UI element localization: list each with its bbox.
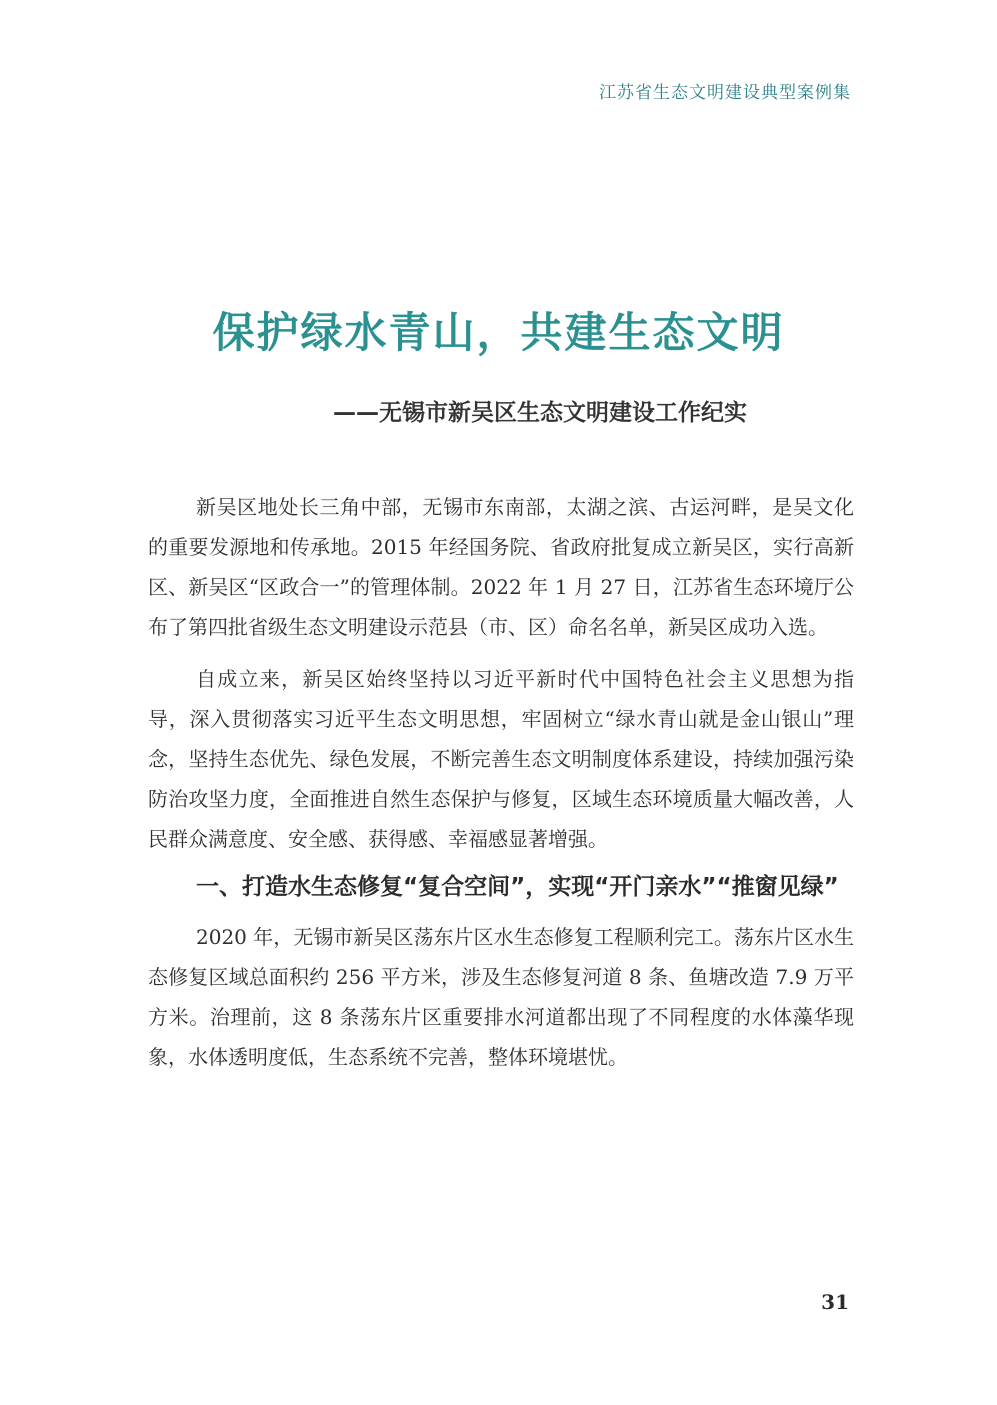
- article-title: 保护绿水青山，共建生态文明: [212, 308, 785, 357]
- body-paragraph-1: 新吴区地处长三角中部，无锡市东南部，太湖之滨、古运河畔，是吴文化的重要发源地和传承地。2015 年经国务院、省政府批复成立新吴区，实行高新区、新吴区“区政合一”的管理体制。2022 年 1 月 27 日，江苏省生态环境厅公布了第四批省级生态文明建设示范县（市、区）命名名单，新吴区成功入选。: [148, 495, 854, 639]
- section-heading: 一、打造水生态修复“复合空间”，实现“开门亲水”“推窗见绿”: [196, 874, 839, 900]
- body-paragraph-2: 自成立来，新吴区始终坚持以习近平新时代中国特色社会主义思想为指导，深入贯彻落实习近平生态文明思想，牢固树立“绿水青山就是金山银山”理念，坚持生态优先、绿色发展，不断完善生态文明制度体系建设，持续加强污染防治攻坚力度，全面推进自然生态保护与修复，区域生态环境质量大幅改善，人民群众满意度、安全感、获得感、幸福感显著增强。: [148, 667, 854, 851]
- running-header: 江苏省生态文明建设典型案例集: [599, 83, 851, 103]
- article-body: [148, 487, 854, 1077]
- page-number: 31: [821, 1290, 849, 1314]
- article-subtitle: ——无锡市新吴区生态文明建设工作纪实: [333, 400, 747, 426]
- section-paragraph: 2020 年，无锡市新吴区荡东片区水生态修复工程顺利完工。荡东片区水生态修复区域总面积约 256 平方米，涉及生态修复河道 8 条、鱼塘改造 7.9 万平方米。治理前，这 8 条荡东片区重要排水河道都出现了不同程度的水体藻华现象，水体透明度低，生态系统不完善，整体环境堪忧。: [148, 925, 854, 1069]
